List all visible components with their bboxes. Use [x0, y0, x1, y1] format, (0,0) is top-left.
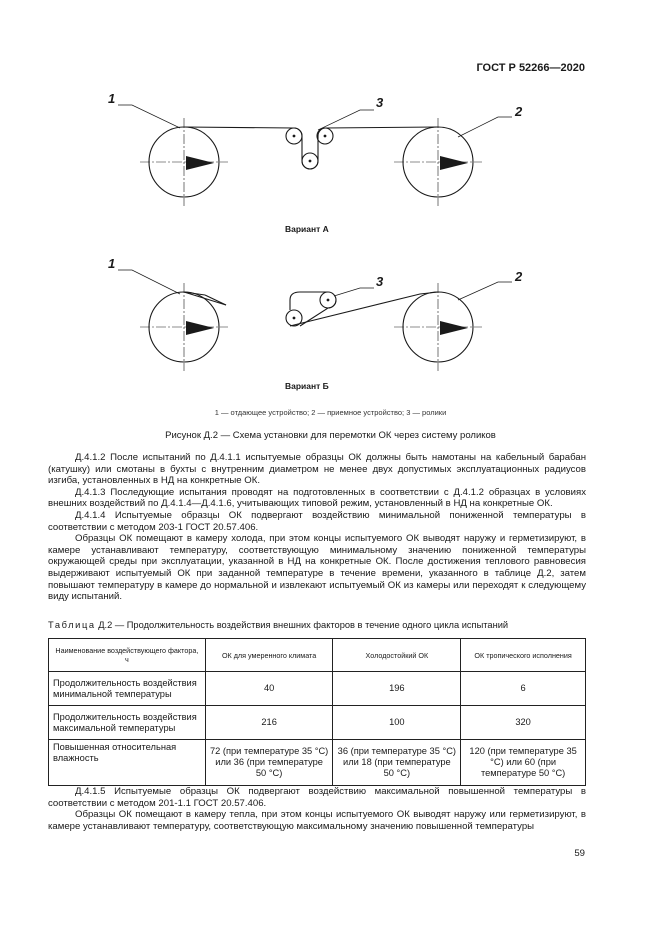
table-cell: 120 (при температуре 35 °С) или 60 (при температуре 50 °С) [461, 740, 586, 786]
body-text-top [48, 452, 586, 603]
variant-a-caption: Вариант А [285, 224, 329, 234]
table-cell: 36 (при температуре 35 °С) или 18 (при температуре 50 °С) [333, 740, 461, 786]
figure-legend: 1 — отдающее устройство; 2 — приемное устройство; 3 — ролики [214, 408, 447, 417]
table-cell: 196 [333, 672, 461, 706]
table-cell: Продолжительность воздействия максимальной температуры [49, 706, 206, 740]
roller-scheme-figure [0, 0, 661, 400]
table-caption-prefix: Таблица [48, 620, 96, 630]
variant-b-label-2: 2 [515, 269, 523, 284]
table-cell: 6 [461, 672, 586, 706]
table-cell: Повышенная относительная влажность [49, 740, 206, 786]
table-cell: 100 [333, 706, 461, 740]
variant-b-label-1: 1 [108, 256, 116, 271]
table-cell: 40 [205, 672, 333, 706]
table-header-row [49, 639, 586, 672]
table-cell: 216 [205, 706, 333, 740]
figure-title: Рисунок Д.2 — Схема установки для перемотки ОК через систему роликов [165, 430, 496, 441]
exposure-duration-table [48, 638, 586, 786]
variant-a-cable [184, 127, 438, 169]
table-caption-text: Д.2 — Продолжительность воздействия внешних факторов в течение одного цикла испытаний [95, 620, 509, 630]
paragraph: Образцы ОК помещают в камеру тепла, при этом концы испытуемого ОК выводят наружу или герметизируют, в камере устанавливают температуру, соответствующую максимальному значению повышенной температуры [48, 809, 586, 832]
paragraph: Д.4.1.4 Испытуемые образцы ОК подвергают воздействию минимальной пониженной температуры в соответствии с методом 203-1 ГОСТ 20.57.406. [48, 509, 586, 533]
table-row [49, 740, 586, 786]
table-row [49, 672, 586, 706]
paragraph: Д.4.1.3 Последующие испытания проводят на подготовленных в соответствии с Д.4.1.2 образцах в условиях внешних воздействий по Д.4.1.4—Д.4.1.6, учитывающих типовой режим, установленный в НД на конкретные ОК. [48, 486, 586, 510]
paragraph: Образцы ОК помещают в камеру холода, при этом концы испытуемого ОК выводят наружу и герметизируют, в камере устанавливают температуру, соответствующую минимальному значению пониженной температуры окружающей среды при эксплуатации, указанной в НД на конкретные ОК. После достижения теплового равновесия выдерживают испытуемый ОК при заданной температуре в течение времени, указанного в таблице Д.2, затем повышают температуру в камере до нормальной и извлекают испытуемый ОК из камеры или переходят к следующему виду испытаний. [48, 533, 586, 603]
body-text-bottom [48, 786, 586, 832]
variant-a-scheme [108, 91, 523, 206]
table-cell: 72 (при температуре 35 °С) или 36 (при температуре 50 °С) [205, 740, 333, 786]
table-row [49, 706, 586, 740]
paragraph: Д.4.1.2 После испытаний по Д.4.1.1 испытуемые образцы ОК должны быть намотаны на кабельный барабан (катушку) или смотаны в бухты с внутренним диаметром не менее двух допустимых эксплуатационных радиусов изгиба, установленных в НД на конкретные ОК. [48, 452, 586, 487]
variant-b-scheme [108, 256, 523, 371]
table-header-cell: ОК для умеренного климата [205, 639, 333, 672]
variant-a-takeup-drum [394, 118, 482, 206]
variant-b-cable [184, 292, 438, 326]
variant-a-label-3: 3 [376, 95, 384, 110]
page-number: 59 [574, 848, 585, 859]
table-header-cell: Холодостойкий ОК [333, 639, 461, 672]
variant-b-takeup-drum [394, 283, 482, 371]
variant-a-label-2: 2 [515, 104, 523, 119]
table-cell: Продолжительность воздействия минимальной температуры [49, 672, 206, 706]
variant-b-supply-drum [140, 283, 228, 371]
variant-a-supply-drum [140, 118, 228, 206]
variant-a-rollers [286, 128, 333, 169]
variant-a-callouts [118, 105, 512, 137]
table-header-cell: ОК тропического исполнения [461, 639, 586, 672]
variant-b-label-3: 3 [376, 274, 384, 289]
document-header: ГОСТ Р 52266—2020 [476, 62, 585, 74]
table-caption [48, 620, 508, 630]
paragraph: Д.4.1.5 Испытуемые образцы ОК подвергают воздействию максимальной повышенной температуры в соответствии с методом 201-1.1 ГОСТ 20.57.406. [48, 786, 586, 809]
variant-a-label-1: 1 [108, 91, 116, 106]
table-header-cell: Наименование воздействующего фактора, ч [49, 639, 206, 672]
table-cell: 320 [461, 706, 586, 740]
variant-b-caption: Вариант Б [285, 381, 329, 391]
